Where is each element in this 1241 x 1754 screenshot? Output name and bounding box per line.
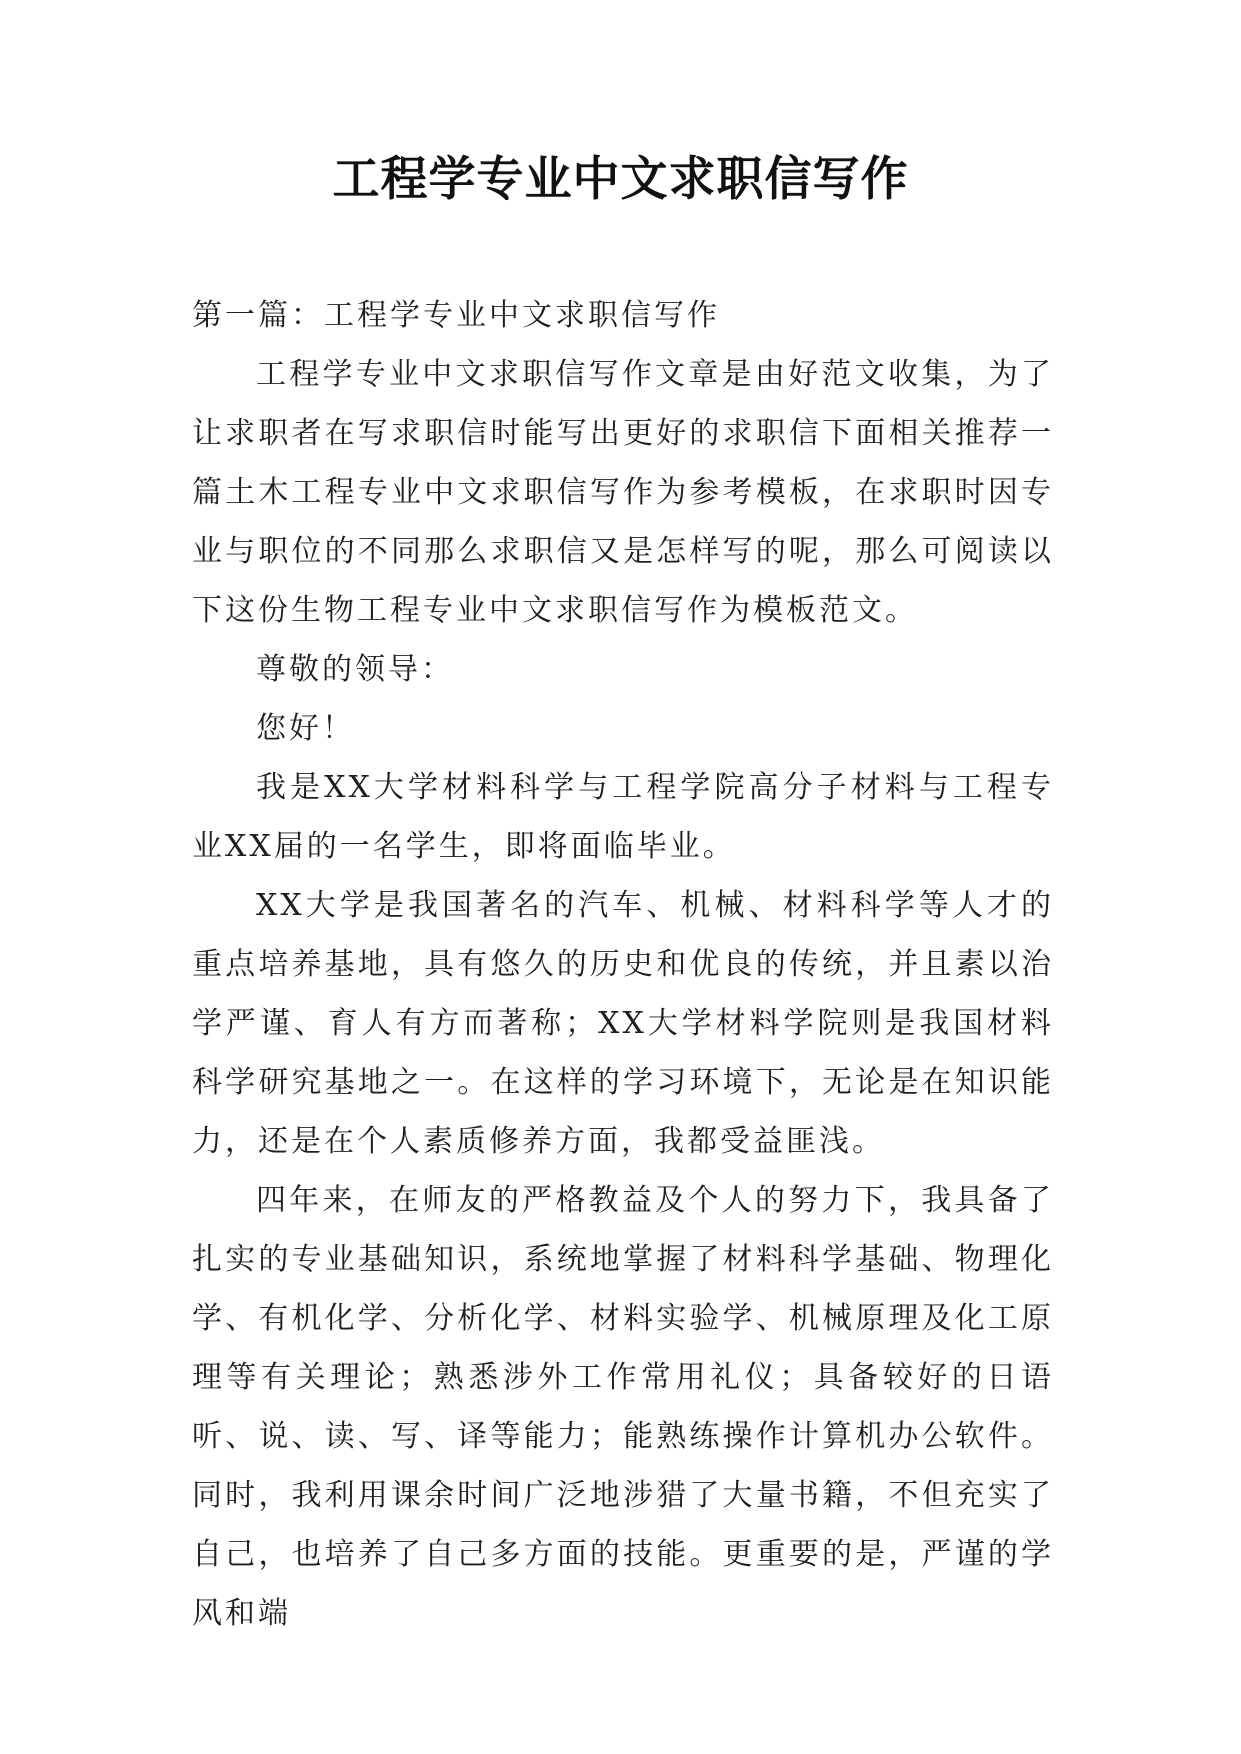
document-body <box>192 286 1054 1643</box>
paragraph-self-introduction: 我是XX大学材料科学与工程学院高分子材料与工程专业XX届的一名学生，即将面临毕业。 <box>192 770 1054 864</box>
paragraph-greeting: 您好！ <box>256 711 355 746</box>
paragraph-salutation: 尊敬的领导： <box>256 652 454 687</box>
paragraph-skills: 四年来，在师友的严格教益及个人的努力下，我具备了扎实的专业基础知识，系统地掌握了材料科学基础、物理化学、有机化学、分析化学、材料实验学、机械原理及化工原理等有关理论；熟悉涉外工作常用礼仪；具备较好的日语听、说、读、写、译等能力；能熟练操作计算机办公软件。同时，我利用课余时间广泛地涉猎了大量书籍，不但充实了自己，也培养了自己多方面的技能。更重要的是，严谨的学风和端 <box>192 1183 1054 1631</box>
document-title: 工程学专业中文求职信写作 <box>332 152 909 207</box>
section-heading: 第一篇：工程学专业中文求职信写作 <box>192 298 720 333</box>
paragraph-university: XX大学是我国著名的汽车、机械、材料科学等人才的重点培养基地，具有悠久的历史和优良的传统，并且素以治学严谨、育人有方而著称；XX大学材料学院则是我国材料科学研究基地之一。在这样的学习环境下，无论是在知识能力，还是在个人素质修养方面，我都受益匪浅。 <box>192 888 1054 1159</box>
paragraph-intro: 工程学专业中文求职信写作文章是由好范文收集，为了让求职者在写求职信时能写出更好的求职信下面相关推荐一篇土木工程专业中文求职信写作为参考模板，在求职时因专业与职位的不同那么求职信又是怎样写的呢，那么可阅读以下这份生物工程专业中文求职信写作为模板范文。 <box>192 357 1054 628</box>
